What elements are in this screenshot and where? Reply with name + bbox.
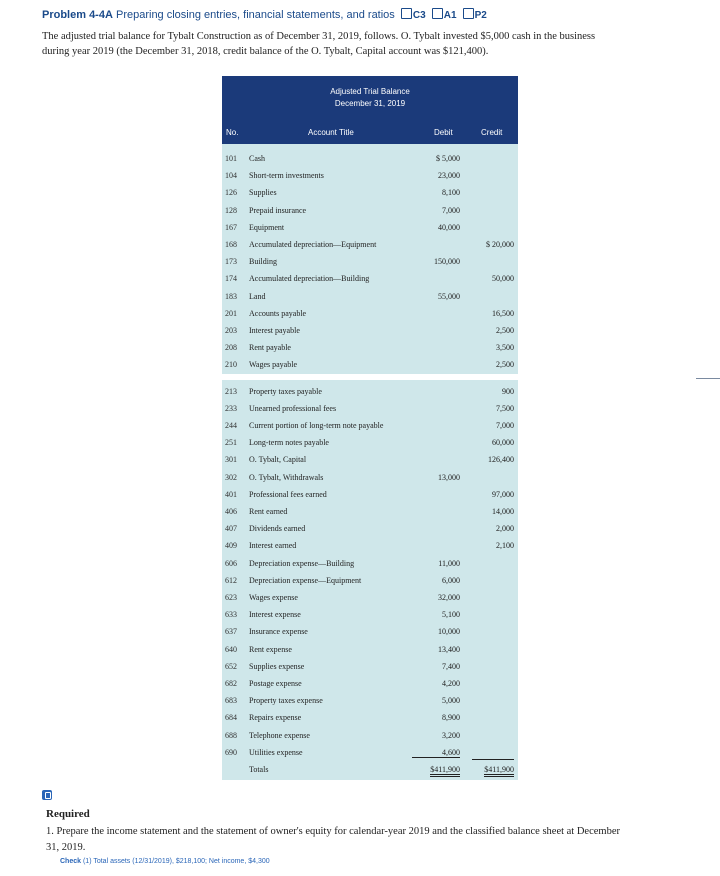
required-item-1-line-2: 31, 2019. (46, 842, 86, 853)
debit-amount: 23,000 (438, 171, 460, 181)
account-title: Rent payable (249, 343, 291, 353)
account-number: 612 (225, 575, 237, 585)
table-date: December 31, 2019 (334, 99, 406, 108)
account-title: Accumulated depreciation—Equipment (249, 240, 377, 249)
column-headers (222, 120, 518, 144)
credit-amount: 2,500 (496, 326, 514, 335)
total-credit: $411,900 (484, 765, 514, 777)
account-title: Cash (249, 154, 265, 163)
table-row (222, 503, 518, 520)
debit-amount: 10,000 (438, 627, 460, 637)
debit-amount: 3,200 (442, 730, 460, 740)
debit-amount: 4,600 (412, 748, 460, 758)
account-number: 633 (225, 610, 237, 620)
table-row (222, 658, 518, 675)
account-number: 201 (225, 308, 237, 318)
col-no: No. (226, 128, 239, 137)
table-row (222, 184, 518, 201)
credit-amount: 7,500 (496, 403, 514, 413)
credit-amount: 14,000 (492, 507, 514, 516)
account-title: Professional fees earned (249, 489, 327, 499)
credit-amount: 60,000 (492, 438, 514, 448)
account-title: Insurance expense (249, 627, 308, 637)
table-row (222, 305, 518, 322)
table-row (222, 270, 518, 287)
account-number: 406 (225, 507, 237, 516)
account-title: Interest payable (249, 326, 300, 335)
table-row (222, 253, 518, 270)
problem-intro (42, 29, 682, 59)
account-number: 606 (225, 558, 237, 568)
account-number: 690 (225, 747, 237, 757)
table-row (222, 709, 518, 726)
credit-rule (472, 759, 514, 760)
account-title: Utilities expense (249, 747, 303, 757)
table-row (222, 150, 518, 167)
check-figure (60, 858, 270, 865)
table-row (222, 606, 518, 623)
account-title: Interest earned (249, 541, 297, 551)
table-row (222, 469, 518, 486)
account-title: Postage expense (249, 679, 302, 688)
credit-amount: 3,500 (496, 343, 514, 353)
credit-amount: 50,000 (492, 274, 514, 284)
account-title: Supplies expense (249, 661, 305, 671)
learning-objective-icon (463, 8, 474, 19)
account-number: 183 (225, 291, 237, 301)
table-row (222, 486, 518, 503)
debit-amount: 32,000 (438, 593, 460, 602)
account-title: Wages payable (249, 360, 297, 370)
account-number: 167 (225, 222, 237, 232)
account-number: 128 (225, 205, 237, 215)
credit-amount: 126,400 (488, 455, 514, 465)
totals-label: Totals (249, 765, 269, 774)
ref-c3[interactable]: C3 (401, 10, 426, 21)
account-title: Building (249, 257, 278, 267)
table-row (222, 202, 518, 219)
debit-amount: 40,000 (438, 222, 460, 232)
account-title: Accumulated depreciation—Building (249, 274, 370, 284)
debit-amount: 55,000 (438, 291, 460, 301)
required-item-1-line-1: 1. Prepare the income statement and the statement of owner's equity for calendar-year 2019 and the classified balance sheet at December (46, 826, 620, 837)
credit-amount: 2,100 (496, 541, 514, 551)
account-number: 301 (225, 455, 237, 465)
table-row (222, 675, 518, 692)
col-debit: Debit (434, 128, 453, 137)
intro-line-1: The adjusted trial balance for Tybalt Construction as of December 31, 2019, follows. O. Tybalt invested $5,000 cash in the business (42, 31, 596, 42)
credit-amount: 2,000 (496, 524, 514, 534)
learning-objective-icon (401, 8, 412, 19)
table-header (222, 76, 518, 120)
debit-amount: 150,000 (434, 257, 460, 267)
account-title: Rent expense (249, 644, 292, 654)
account-title: Current portion of long-term note payable (249, 421, 384, 430)
account-number: 168 (225, 240, 237, 249)
account-number: 173 (225, 257, 237, 267)
credit-amount: 900 (502, 386, 514, 396)
account-title: Interest expense (249, 610, 301, 620)
account-number: 244 (225, 421, 237, 430)
learning-objective-icon (432, 8, 443, 19)
table-row (222, 641, 518, 658)
account-title: O. Tybalt, Withdrawals (249, 472, 324, 482)
account-title: Supplies (249, 188, 277, 198)
check-label: Check (60, 858, 82, 865)
account-number: 683 (225, 696, 237, 706)
table-row (222, 236, 518, 253)
debit-amount: 7,400 (442, 661, 460, 671)
col-account-title: Account Title (308, 128, 354, 137)
debit-amount: 11,000 (438, 558, 460, 568)
col-credit: Credit (481, 128, 503, 137)
debit-amount: 8,100 (442, 188, 460, 198)
table-row (222, 219, 518, 236)
account-title: Unearned professional fees (249, 403, 337, 413)
table-row (222, 692, 518, 709)
table-row (222, 520, 518, 537)
account-title: Rent earned (249, 507, 288, 516)
account-title: Dividends earned (249, 524, 306, 534)
table-row (222, 383, 518, 400)
account-number: 684 (225, 713, 237, 723)
account-title: Repairs expense (249, 713, 302, 723)
ref-p2[interactable]: P2 (463, 10, 487, 21)
debit-amount: 5,100 (442, 610, 460, 620)
account-number: 637 (225, 627, 237, 637)
table-row (222, 623, 518, 640)
problem-header (42, 8, 487, 21)
check-text: (1) Total assets (12/31/2019), $218,100; Net income, $4,300 (82, 858, 270, 865)
debit-amount: 6,000 (442, 575, 460, 585)
table-row (222, 572, 518, 589)
account-number: 213 (225, 386, 237, 396)
account-number: 233 (225, 403, 237, 413)
account-title: Long-term notes payable (249, 438, 329, 448)
table-row (222, 167, 518, 184)
problem-title: Preparing closing entries, financial statements, and ratios (115, 9, 395, 21)
table-row (222, 322, 518, 339)
problem-id: Problem 4-4A (42, 9, 113, 21)
intro-line-2: during year 2019 (the December 31, 2018, credit balance of the O. Tybalt, Capital account was $121,400). (42, 46, 489, 57)
credit-amount: 16,500 (492, 308, 514, 318)
account-number: 174 (225, 274, 237, 284)
account-number: 104 (225, 171, 237, 181)
table-row (222, 451, 518, 468)
table-row (222, 288, 518, 305)
account-title: Property taxes expense (249, 696, 323, 706)
info-icon[interactable] (42, 790, 52, 800)
required-heading: Required (46, 808, 90, 820)
account-title: Property taxes payable (249, 386, 322, 396)
trial-balance-table (222, 76, 518, 780)
debit-amount: $ 5,000 (436, 154, 460, 163)
account-number: 640 (225, 644, 237, 654)
credit-amount: 97,000 (492, 489, 514, 499)
credit-amount: $ 20,000 (486, 240, 514, 249)
account-title: O. Tybalt, Capital (249, 455, 307, 465)
debit-amount: 13,400 (438, 644, 460, 654)
table-row (222, 339, 518, 356)
account-number: 203 (225, 326, 237, 335)
account-number: 208 (225, 343, 237, 353)
account-title: Telephone expense (249, 730, 310, 740)
required-item-1 (46, 824, 706, 856)
account-number: 688 (225, 730, 237, 740)
account-title: Short-term investments (249, 171, 324, 181)
account-title: Prepaid insurance (249, 205, 307, 215)
account-title: Land (249, 291, 266, 301)
account-number: 409 (225, 541, 237, 551)
account-title: Equipment (249, 222, 285, 232)
account-number: 210 (225, 360, 237, 370)
total-debit: $411,900 (430, 765, 460, 777)
account-title: Accounts payable (249, 308, 307, 318)
account-number: 101 (225, 154, 237, 163)
table-row (222, 434, 518, 451)
ref-a1[interactable]: A1 (432, 10, 457, 21)
debit-amount: 7,000 (442, 205, 460, 215)
account-number: 407 (225, 524, 237, 534)
account-number: 126 (225, 188, 237, 198)
account-number: 302 (225, 472, 237, 482)
account-number: 652 (225, 661, 237, 671)
account-title: Depreciation expense—Equipment (249, 575, 362, 585)
divider (696, 378, 720, 379)
table-row (222, 417, 518, 434)
debit-amount: 8,900 (442, 713, 460, 723)
debit-amount: 13,000 (438, 472, 460, 482)
account-number: 682 (225, 679, 237, 688)
table-row (222, 589, 518, 606)
table-row (222, 727, 518, 744)
account-title: Wages expense (249, 593, 298, 602)
totals-row (222, 761, 518, 778)
credit-amount: 2,500 (496, 360, 514, 370)
account-number: 401 (225, 489, 237, 499)
account-number: 251 (225, 438, 237, 448)
account-number: 623 (225, 593, 237, 602)
table-title: Adjusted Trial Balance (330, 87, 410, 96)
table-row (222, 555, 518, 572)
account-title: Depreciation expense—Building (249, 558, 355, 568)
debit-amount: 4,200 (442, 679, 460, 688)
table-row (222, 356, 518, 373)
table-break (222, 374, 518, 380)
table-row (222, 400, 518, 417)
credit-amount: 7,000 (496, 421, 514, 430)
table-row (222, 537, 518, 554)
debit-amount: 5,000 (442, 696, 460, 706)
